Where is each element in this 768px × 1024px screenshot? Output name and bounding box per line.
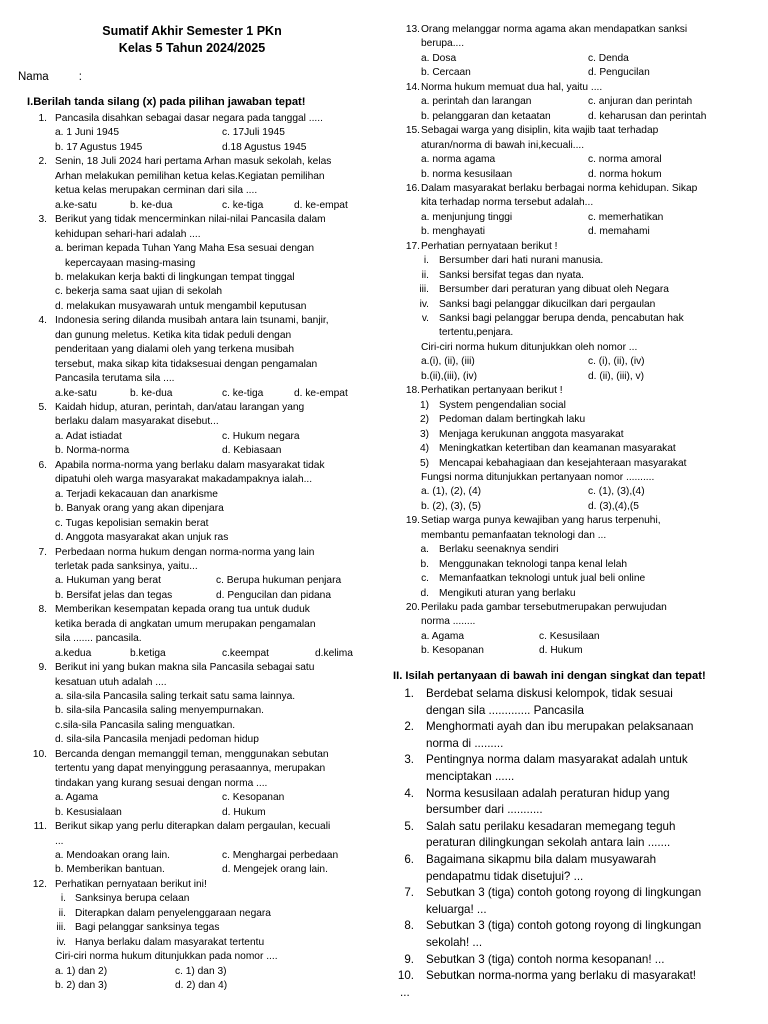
question-text: Dalam masyarakat berlaku berbagai norma kehidupan. Sikap [421, 182, 698, 194]
question-text-continued: penderitaan yang dialami oleh yang terkena musibah [55, 344, 294, 356]
essay-text-continued: pendapatmu tidak disetujui? ... [426, 869, 584, 883]
list-item-text: Diterapkan dalam penyelenggaraan negara [75, 907, 271, 919]
answer-option: d. (3),(4),(5 [588, 500, 639, 512]
answer-option: d. ke-empat [294, 199, 348, 211]
answer-option: c. Menghargai perbedaan [222, 849, 339, 861]
essay-text-continued: peraturan dilingkungan sekolah antara lain ....... [426, 836, 671, 850]
essay-number: 1. [404, 687, 414, 700]
student-name-field [18, 71, 82, 83]
question-text-continued: Fungsi norma ditunjukkan pertanyaan nomor .......... [421, 471, 655, 483]
essay-text-continued: menciptakan ...... [426, 770, 515, 783]
answer-option: a. norma agama [421, 154, 496, 166]
list-item-text: Memanfaatkan teknologi untuk jual beli online [439, 573, 646, 585]
answer-option: a. Agama [421, 630, 465, 642]
answer-option: b. Memberikan bantuan. [55, 864, 165, 876]
answer-option: b.(ii),(iii), (iv) [421, 370, 478, 382]
name-colon: : [78, 71, 82, 83]
name-label: Nama [18, 71, 49, 83]
essay-text: Menghormati ayah dan ibu merupakan pelaksanaan [426, 720, 694, 734]
answer-option: d. keharusan dan perintah [588, 110, 707, 122]
question-number: 19. [405, 515, 420, 527]
list-marker: a. [420, 544, 429, 556]
answer-option: d. (ii), (iii), v) [588, 370, 645, 382]
answer-option: b.ketiga [130, 647, 166, 659]
answer-option: a. Dosa [421, 52, 457, 64]
question-number: 9. [38, 662, 47, 674]
section-1-title: Berilah tanda silang (x) pada pilihan jawaban tepat! [33, 96, 306, 108]
question-text-continued: a. sila-sila Pancasila saling terkait satu sama lainnya. [55, 691, 296, 702]
question-text-continued: tertentu yang dapat menyinggung perasaannya, merupakan [55, 763, 326, 775]
answer-option: a. perintah dan larangan [421, 96, 532, 108]
question-number: 4. [38, 315, 47, 327]
question-number: 5. [38, 402, 47, 413]
answer-option: c. Hukum negara [222, 430, 300, 442]
question-text: Berikut yang tidak mencerminkan nilai-nilai Pancasila dalam [55, 214, 326, 226]
answer-option: b. ke-dua [130, 387, 173, 399]
answer-option: d. ke-empat [294, 387, 348, 399]
question-text-continued: d. Anggota masyarakat akan unjuk ras [55, 532, 229, 544]
list-marker: v. [421, 313, 429, 324]
list-marker: b. [420, 558, 429, 570]
question-text-continued: tindakan yang kurang sesuai dengan norma .... [55, 777, 268, 789]
question-number: 8. [38, 604, 47, 616]
essay-text: Sebutkan 3 (tiga) contoh norma kesopanan! ... [426, 952, 665, 966]
list-item-text: Sanksi bagi pelanggar dikucilkan dari pergaulan [439, 298, 656, 310]
list-item-text: Sanksinya berupa celaan [75, 893, 190, 905]
answer-option: d. Hukum [222, 806, 266, 818]
answer-option: b. (2), (3), (5) [421, 500, 482, 512]
essay-number: 8. [404, 919, 414, 933]
essay-text-continued: ... [400, 985, 410, 999]
list-marker: ii. [58, 907, 66, 919]
question-number: 12. [32, 878, 47, 890]
answer-option: a. 1) dan 2) [55, 965, 108, 977]
question-number: 16. [405, 182, 420, 194]
worksheet-title: Sumatif Akhir Semester 1 PKn [102, 24, 282, 38]
question-number: 7. [38, 546, 47, 558]
list-marker: i. [60, 893, 66, 905]
question-text-continued: kesatuan utuh adalah .... [55, 676, 167, 688]
answer-option: c. norma amoral [588, 154, 662, 166]
list-item-text: Menjaga kerukunan anggota masyarakat [439, 428, 624, 440]
question-text-continued: kehidupan sehari-hari adalah .... [55, 228, 201, 240]
list-marker: i. [423, 255, 429, 267]
question-text: Orang melanggar norma agama akan mendapatkan sanksi [421, 24, 688, 35]
question-number: 3. [38, 214, 47, 226]
essay-text-continued: keluarga! ... [426, 902, 487, 916]
question-text: Memberikan kesempatan kepada orang tua untuk duduk [55, 604, 310, 616]
question-text-continued: norma ........ [421, 616, 476, 628]
list-item-text: Mencapai kebahagiaan dan kesejahteraan masyarakat [439, 457, 687, 469]
answer-option: d. Pengucilan [588, 67, 650, 79]
essay-text: Sebutkan 3 (tiga) contoh gotong royong di lingkungan [426, 919, 702, 933]
answer-option: d.kelima [315, 647, 353, 659]
list-marker: d. [420, 587, 429, 599]
list-marker: 2) [419, 414, 429, 426]
list-marker: ii. [421, 269, 429, 281]
question-text-continued: Arhan melakukan pemilihan ketua kelas.Kegiatan pemilihan [55, 170, 325, 182]
answer-option: a. Mendoakan orang lain. [55, 849, 170, 861]
question-text-continued: aturan/norma di bawah ini,kecuali.... [421, 139, 585, 151]
answer-option: b. pelanggaran dan ketaatan [421, 110, 551, 122]
essay-text-continued: bersumber dari ........... [426, 803, 543, 817]
question-text-continued: sila ....... pancasila. [55, 633, 142, 645]
answer-option: a. menjunjung tinggi [421, 211, 513, 223]
question-text-continued: a. Terjadi kekacauan dan anarkisme [55, 488, 218, 500]
question-text-continued: c. bekerja sama saat ujian di sekolah [55, 286, 223, 298]
list-item-text: tertentu,penjara. [439, 327, 514, 339]
question-text: Berikut sikap yang perlu diterapkan dalam pergaulan, kecuali [55, 821, 331, 833]
answer-option: c. (1), (3),(4) [588, 486, 645, 498]
list-item-text: Bagi pelanggar sanksinya tegas [75, 922, 220, 934]
question-text-continued: ketua kelas merupakan cerminan dari sila .... [55, 185, 258, 197]
list-item-text: Berlaku seenaknya sendiri [439, 544, 559, 556]
question-text-continued: terletak pada sanksinya, yaitu... [55, 560, 198, 572]
question-text-continued: c. Tugas kepolisian semakin berat [55, 517, 209, 529]
list-marker: c. [421, 573, 429, 585]
question-text-continued: berupa.... [421, 38, 465, 50]
essay-text: Berdebat selama diskusi kelompok, tidak sesuai [426, 687, 673, 700]
question-number: 10. [32, 748, 47, 760]
essay-number: 10. [397, 969, 414, 983]
answer-option: c. Denda [588, 52, 629, 64]
answer-option: a.kedua [55, 647, 92, 659]
answer-option: d. Hukum [539, 645, 583, 657]
question-number: 18. [405, 385, 420, 397]
answer-option: b. Cercaan [421, 67, 471, 79]
list-item-text: Menggunakan teknologi tanpa kenal lelah [439, 558, 628, 570]
answer-option: d. norma hokum [588, 168, 662, 180]
answer-option: b. Kesusialaan [55, 806, 122, 818]
essay-text: Sebutkan 3 (tiga) contoh gotong royong di lingkungan [426, 886, 702, 900]
list-marker: iv. [419, 298, 429, 310]
essay-text: Sebutkan norma-norma yang berlaku di masyarakat! [426, 969, 697, 983]
section-1-roman: I. [27, 96, 34, 108]
list-item-text: Bersumber dari hati nurani manusia. [439, 255, 604, 267]
list-marker: iv. [56, 936, 66, 948]
answer-option: c. 1) dan 3) [175, 965, 227, 977]
answer-option: c. memerhatikan [588, 211, 664, 223]
question-text-continued: dipatuhi oleh warga masyarakat makadampaknya ialah... [55, 474, 313, 486]
worksheet-subtitle: Kelas 5 Tahun 2024/2025 [118, 41, 266, 55]
essay-text: Salah satu perilaku kesadaran memegang teguh [426, 819, 676, 833]
question-number: 15. [405, 125, 420, 137]
answer-option: b. menghayati [421, 226, 485, 238]
question-text: Sebagai warga yang disiplin, kita wajib taat terhadap [421, 125, 659, 137]
question-text: Pancasila disahkan sebagai dasar negara pada tanggal ..... [55, 113, 323, 124]
answer-option: d. Pengucilan dan pidana [216, 589, 331, 601]
list-item-text: Sanksi bersifat tegas dan nyata. [439, 269, 584, 281]
question-text-continued: Ciri-ciri norma hukum ditunjukkan oleh nomor ... [421, 341, 638, 353]
essay-text-continued: dengan sila ............. Pancasila [426, 703, 584, 717]
question-number: 20. [405, 602, 420, 613]
answer-option: c. (i), (ii), (iv) [588, 356, 645, 368]
question-number: 14. [405, 81, 420, 93]
list-marker: iii. [56, 922, 66, 934]
question-number: 13. [405, 24, 420, 35]
answer-option: b. 2) dan 3) [55, 980, 108, 991]
list-item-text: Mengikuti aturan yang berlaku [439, 587, 576, 599]
question-text-continued: Ciri-ciri norma hukum ditunjukkan pada nomor .... [55, 951, 278, 963]
list-item-text: System pengendalian social [439, 399, 566, 411]
list-item-text: Sanksi bagi pelanggar berupa denda, pencabutan hak [439, 313, 684, 324]
question-text: Perhatikan pertanyaan berikut ! [421, 385, 563, 397]
section-2-heading: II. Isilah pertanyaan di bawah ini dengan singkat dan tepat! [393, 670, 706, 682]
answer-option: a. 1 Juni 1945 [55, 127, 120, 139]
list-marker: 3) [419, 428, 429, 440]
question-text-continued: ketika berada di angkatan umum merupakan pengamalan [55, 618, 316, 630]
essay-text-continued: sekolah! ... [426, 936, 483, 949]
answer-option: b. Bersifat jelas dan tegas [55, 589, 173, 601]
answer-option: d. Kebiasaan [222, 445, 282, 457]
question-text: Perhatian pernyataan berikut ! [421, 240, 558, 252]
question-text-continued: c.sila-sila Pancasila saling menguatkan. [55, 719, 236, 731]
list-item-text: Pedoman dalam bertingkah laku [439, 414, 586, 426]
question-text: Perhatikan pernyataan berikut ini! [55, 878, 207, 890]
question-text: Bercanda dengan memanggil teman, menggunakan sebutan [55, 748, 329, 760]
essay-number: 6. [404, 853, 414, 866]
question-text-continued: b. Banyak orang yang akan dipenjara [55, 503, 224, 515]
question-number: 1. [38, 113, 47, 124]
question-text-continued: tersebut, maka sikap kita tidaksesuai dengan pengamalan [55, 358, 318, 370]
answer-option: c. ke-tiga [222, 199, 264, 211]
answer-option: c. anjuran dan perintah [588, 96, 693, 108]
question-text: Indonesia sering dilanda musibah antara lain tsunami, banjir, [55, 315, 329, 327]
question-text-continued: b. melakukan kerja bakti di lingkungan tempat tinggal [55, 271, 295, 283]
question-number: 17. [405, 240, 420, 252]
question-text: Kaidah hidup, aturan, perintah, dan/atau larangan yang [55, 402, 305, 413]
answer-option: c. Kesusilaan [539, 630, 600, 642]
list-item-text: Bersumber dari peraturan yang dibuat oleh Negara [439, 284, 669, 296]
answer-option: c.keempat [222, 647, 269, 659]
answer-option: b. 17 Agustus 1945 [55, 141, 143, 153]
answer-option: c. Berupa hukuman penjara [216, 575, 342, 587]
answer-option: b. ke-dua [130, 199, 173, 211]
answer-option: a.(i), (ii), (iii) [421, 356, 475, 368]
question-text-continued: dan gunung meletus. Ketika kita tidak peduli dengan [55, 329, 292, 341]
answer-option: a. Adat istiadat [55, 430, 122, 442]
answer-option: c. ke-tiga [222, 387, 264, 399]
question-number: 2. [38, 156, 47, 168]
essay-number: 7. [404, 886, 414, 900]
essay-text: Norma kesusilaan adalah peraturan hidup yang [426, 786, 670, 800]
question-text: Norma hukum memuat dua hal, yaitu .... [421, 81, 603, 93]
question-text: Setiap warga punya kewajiban yang harus terpenuhi, [421, 515, 661, 527]
list-marker: 5) [419, 457, 429, 469]
list-marker: 4) [419, 443, 429, 455]
answer-option: d. Mengejek orang lain. [222, 864, 328, 876]
answer-option: b. Kesopanan [421, 645, 484, 657]
answer-option: d.18 Agustus 1945 [222, 141, 307, 153]
section-1-heading [27, 96, 306, 108]
answer-option: b. Norma-norma [55, 445, 130, 457]
list-marker: iii. [419, 284, 429, 296]
question-text-continued: kepercayaan masing-masing [65, 257, 196, 269]
answer-option: a. Hukuman yang berat [55, 575, 161, 587]
question-number: 11. [33, 821, 47, 833]
essay-number: 3. [404, 753, 414, 767]
list-item-text: Hanya berlaku dalam masyarakat tertentu [75, 936, 265, 948]
list-item-text: Meningkatkan ketertiban dan keamanan masyarakat [439, 443, 676, 455]
essay-number: 9. [404, 952, 414, 966]
question-text: Senin, 18 Juli 2024 hari pertama Arhan masuk sekolah, kelas [55, 156, 332, 168]
question-text-continued: membantu pemanfaatan teknologi dan ... [421, 529, 607, 541]
answer-option: a.ke-satu [55, 387, 97, 399]
answer-option: a. (1), (2), (4) [421, 486, 482, 498]
question-text: Perilaku pada gambar tersebutmerupakan perwujudan [421, 602, 667, 613]
answer-option: d. memahami [588, 226, 650, 238]
essay-number: 5. [404, 819, 414, 833]
essay-text: Bagaimana sikapmu bila dalam musyawarah [426, 853, 657, 866]
question-text-continued: a. beriman kepada Tuhan Yang Maha Esa sesuai dengan [55, 243, 315, 255]
answer-option: a.ke-satu [55, 199, 97, 211]
answer-option: d. 2) dan 4) [175, 980, 228, 991]
answer-option: c. Kesopanan [222, 792, 285, 804]
answer-option: c. 17Juli 1945 [222, 127, 285, 139]
question-text: Berikut ini yang bukan makna sila Pancasila sebagai satu [55, 662, 315, 674]
question-text-continued: kita terhadap norma tersebut adalah... [421, 197, 594, 209]
answer-option: b. norma kesusilaan [421, 168, 513, 180]
essay-number: 4. [404, 786, 414, 800]
essay-text: Pentingnya norma dalam masyarakat adalah untuk [426, 753, 688, 767]
essay-number: 2. [404, 720, 414, 734]
question-text: Apabila norma-norma yang berlaku dalam masyarakat tidak [55, 459, 325, 471]
question-text-continued: ... [55, 835, 64, 847]
question-text-continued: berlaku dalam masyarakat disebut... [55, 416, 219, 428]
question-text-continued: b. sila-sila Pancasila saling menyempurnakan. [55, 705, 264, 717]
answer-option: a. Agama [55, 792, 99, 804]
question-text-continued: d. melakukan musyawarah untuk mengambil keputusan [55, 300, 307, 312]
essay-text-continued: norma di ......... [426, 736, 504, 750]
question-text: Perbedaan norma hukum dengan norma-norma yang lain [55, 546, 315, 558]
question-text-continued: d. sila-sila Pancasila menjadi pedoman hidup [55, 734, 259, 746]
question-number: 6. [38, 459, 47, 471]
question-text-continued: Pancasila terutama sila .... [55, 373, 175, 385]
list-marker: 1) [419, 399, 429, 411]
